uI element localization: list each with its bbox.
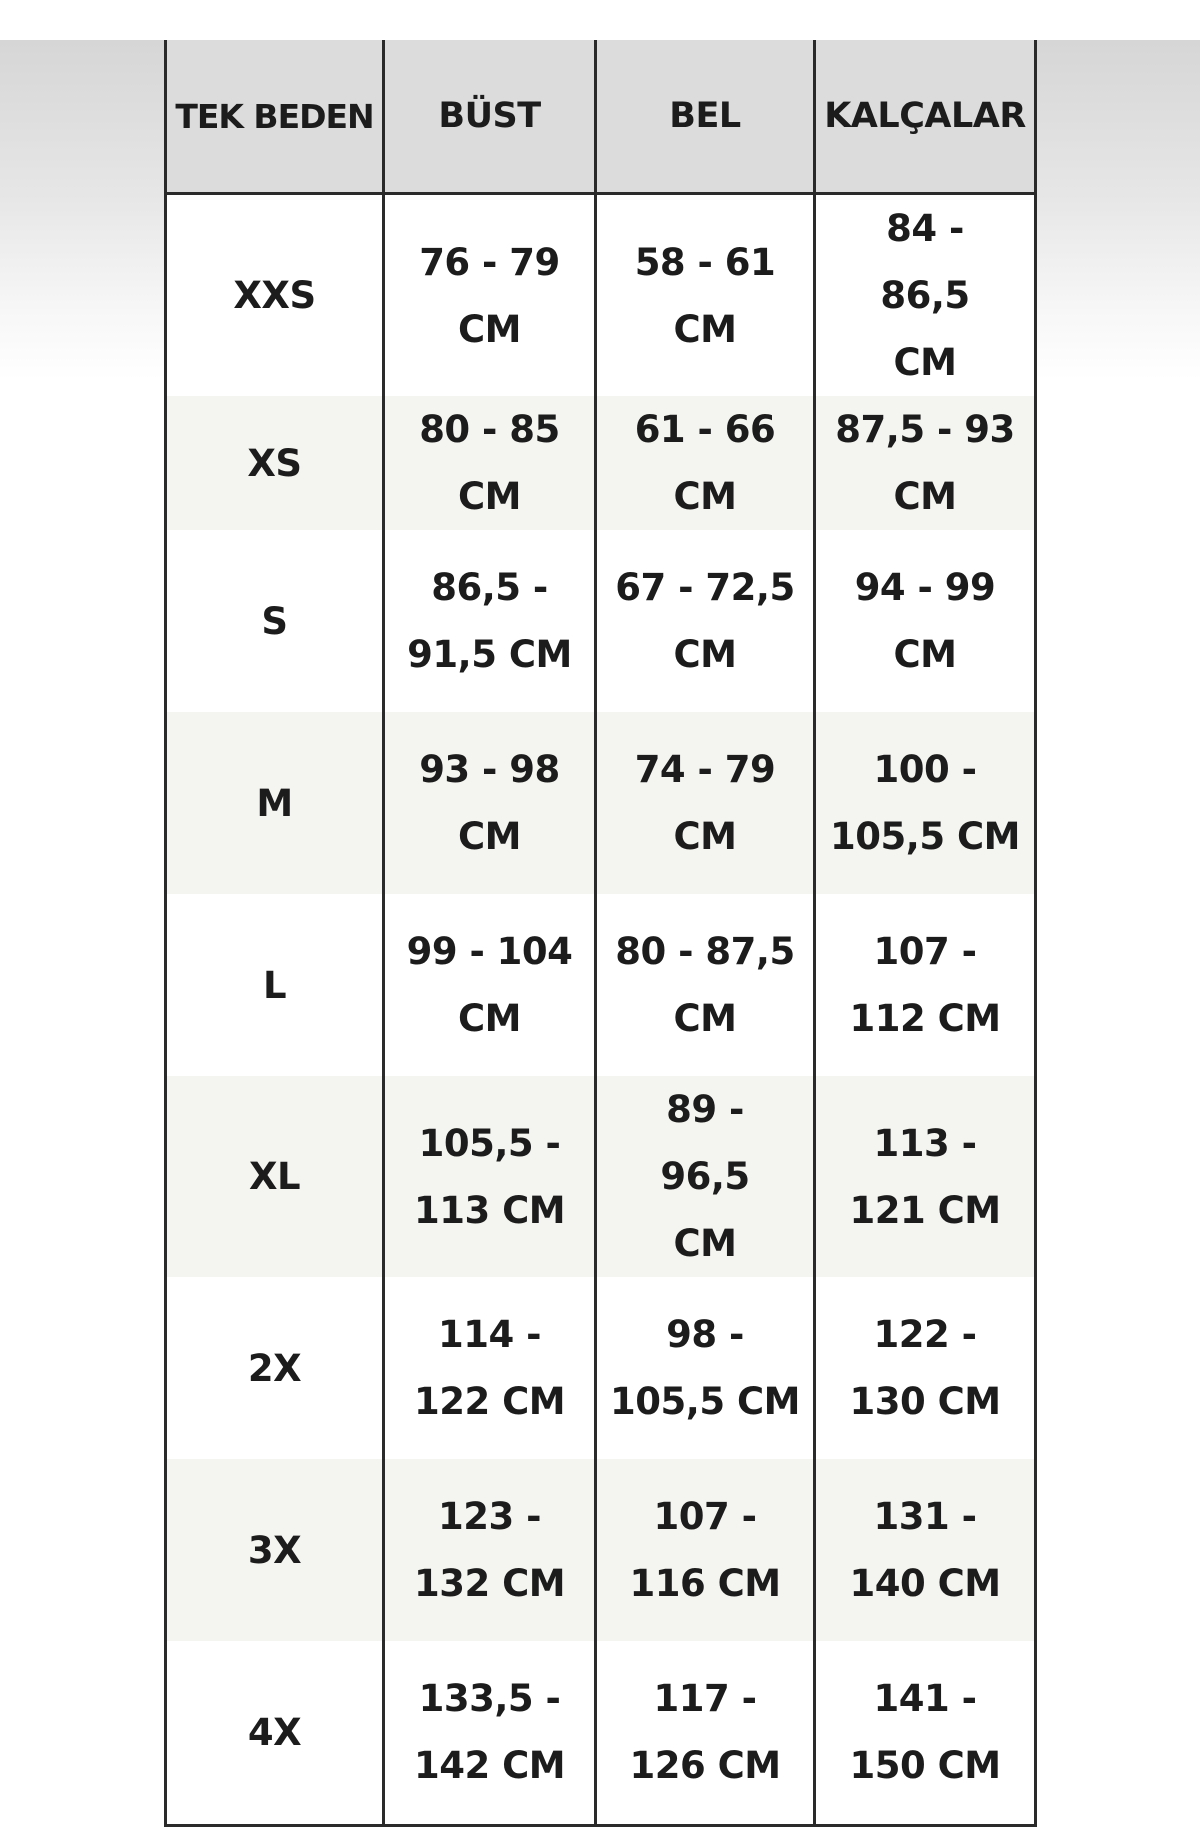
table-row [166,530,1036,712]
waist-cell: 89 - 96,5 CM [596,1076,815,1277]
size-chart-table [164,40,1037,1827]
bust-cell: 105,5 - 113 CM [384,1076,596,1277]
hips-cell: 107 - 112 CM [815,894,1036,1076]
bust-cell: 99 - 104 CM [384,894,596,1076]
waist-cell: 80 - 87,5 CM [596,894,815,1076]
table-row [166,1641,1036,1825]
header-row [166,40,1036,194]
header-hips: KALÇALAR [815,40,1036,194]
table-row [166,396,1036,530]
hips-cell: 131 - 140 CM [815,1459,1036,1641]
size-cell: 3X [166,1459,384,1641]
header-waist: BEL [596,40,815,194]
bust-cell: 123 - 132 CM [384,1459,596,1641]
size-chart [164,40,1034,1788]
waist-cell: 107 - 116 CM [596,1459,815,1641]
bust-cell: 80 - 85 CM [384,396,596,530]
table-row [166,1459,1036,1641]
table-row [166,1277,1036,1459]
table-row [166,894,1036,1076]
waist-cell: 67 - 72,5 CM [596,530,815,712]
bust-cell: 114 - 122 CM [384,1277,596,1459]
bust-cell: 86,5 - 91,5 CM [384,530,596,712]
size-cell: L [166,894,384,1076]
hips-cell: 141 - 150 CM [815,1641,1036,1825]
hips-cell: 100 - 105,5 CM [815,712,1036,894]
hips-cell: 94 - 99 CM [815,530,1036,712]
waist-cell: 74 - 79 CM [596,712,815,894]
size-cell: 2X [166,1277,384,1459]
size-cell: XL [166,1076,384,1277]
size-cell: XXS [166,194,384,397]
header-bust: BÜST [384,40,596,194]
waist-cell: 58 - 61 CM [596,194,815,397]
hips-cell: 87,5 - 93 CM [815,396,1036,530]
table-row [166,712,1036,894]
hips-cell: 122 - 130 CM [815,1277,1036,1459]
waist-cell: 117 - 126 CM [596,1641,815,1825]
table-row [166,194,1036,397]
bust-cell: 133,5 - 142 CM [384,1641,596,1825]
bust-cell: 93 - 98 CM [384,712,596,894]
top-margin [0,0,1200,40]
bust-cell: 76 - 79 CM [384,194,596,397]
hips-cell: 84 - 86,5 CM [815,194,1036,397]
waist-cell: 61 - 66 CM [596,396,815,530]
header-size: TEK BEDEN [166,40,384,194]
size-cell: 4X [166,1641,384,1825]
hips-cell: 113 - 121 CM [815,1076,1036,1277]
size-cell: M [166,712,384,894]
table-row [166,1076,1036,1277]
waist-cell: 98 - 105,5 CM [596,1277,815,1459]
size-cell: XS [166,396,384,530]
size-cell: S [166,530,384,712]
